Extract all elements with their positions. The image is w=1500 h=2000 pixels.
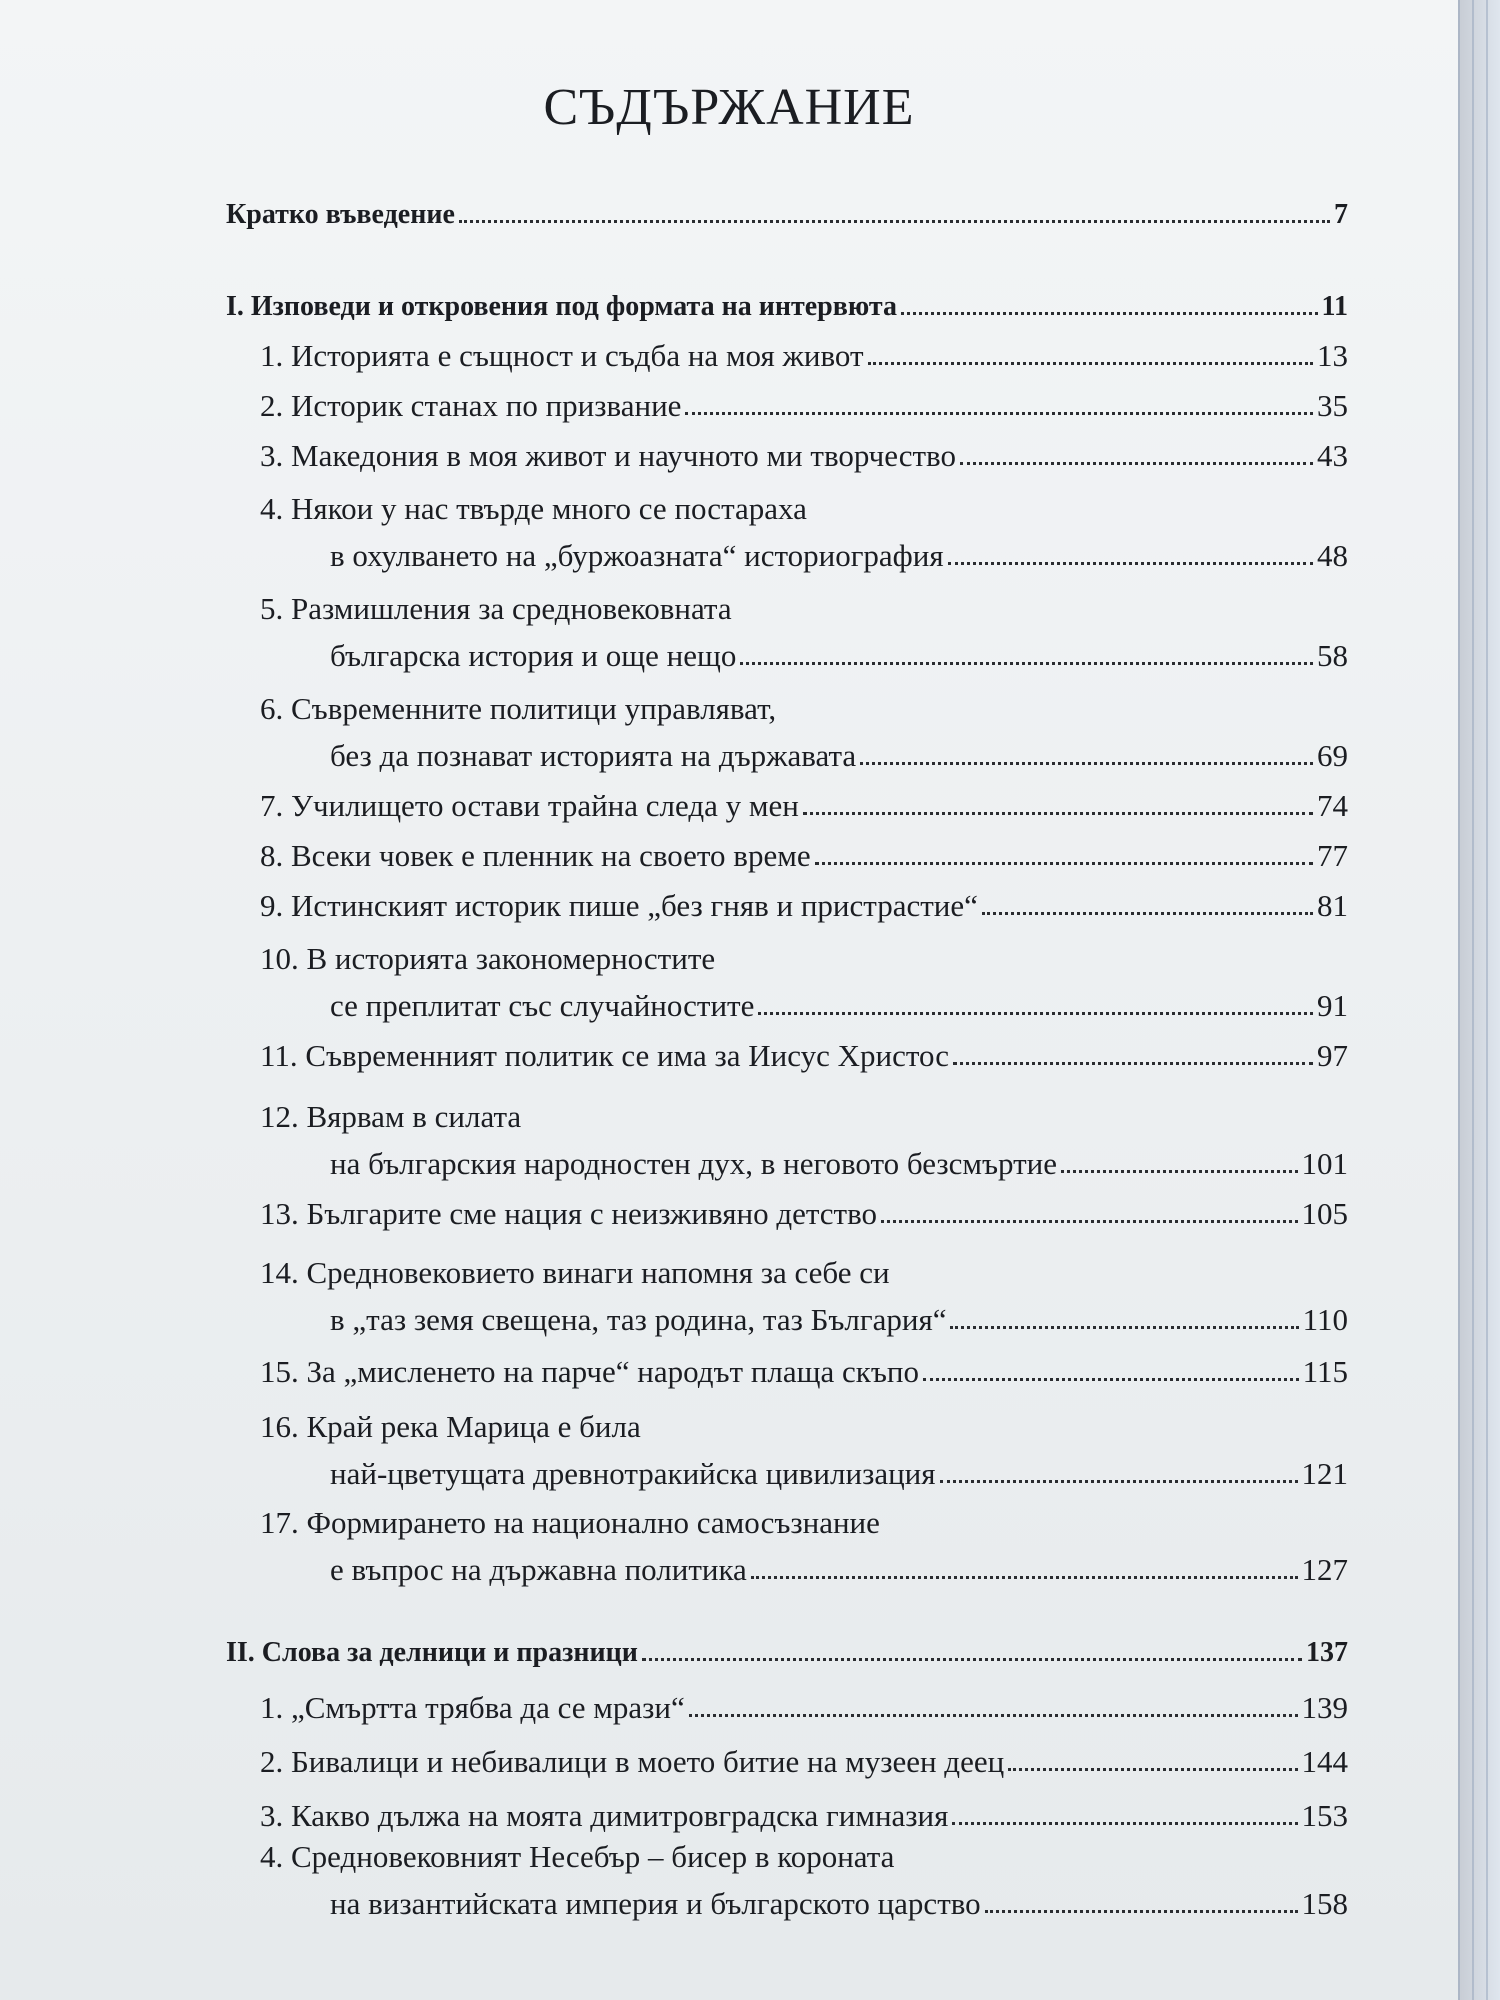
dot-leader [923,1377,1299,1381]
toc-entry [330,1440,1348,1492]
toc-entry [260,1674,1348,1726]
toc-page-number: 35 [1317,387,1348,423]
toc-page-number: 127 [1301,1551,1348,1587]
dot-leader [459,219,1330,223]
toc-entry [226,180,1348,232]
toc-entry [330,622,1348,674]
toc-page-number: 101 [1301,1145,1348,1181]
toc-entry-text: на византийската империя и българското царство [330,1885,981,1921]
dot-leader [1061,1169,1298,1173]
toc-entry [330,1536,1348,1588]
toc-entry-first-line: 4. Средновековният Несебър – бисер в короната [260,1839,895,1874]
toc-page-number: 121 [1301,1455,1348,1491]
toc-page-number: 139 [1301,1689,1348,1725]
toc-entry-text: 1. „Смъртта трябва да се мрази“ [260,1689,685,1725]
toc-entry-text: се преплитат със случайностите [330,987,755,1023]
toc-page-number: 77 [1317,837,1348,873]
toc-entry-first-line: 14. Средновековието винаги напомня за себе си [260,1255,890,1290]
dot-leader [960,461,1313,465]
toc-page-number: 58 [1317,637,1348,673]
toc-entry-text: най-цветущата древнотракийска цивилизация [330,1455,936,1491]
toc-entry [260,822,1348,874]
dot-leader [685,411,1313,415]
dot-leader [985,1909,1298,1913]
toc-section-heading [226,272,1348,324]
toc-entry-text: I. Изповеди и откровения под формата на интервюта [226,291,897,323]
toc-entry-text: 1. Историята е същност и съдба на моя живот [260,337,864,373]
toc-entry [260,772,1348,824]
toc-entry [330,1130,1348,1182]
toc-page-number: 153 [1301,1797,1348,1833]
toc-entry [260,422,1348,474]
toc-page-number: 48 [1317,537,1348,573]
toc-entry-text: II. Слова за делници и празници [226,1637,638,1669]
toc-entry-first-line: 16. Край река Марица е била [260,1409,641,1444]
dot-leader [642,1657,1302,1661]
toc-entry-text: Кратко въведение [226,199,455,231]
dot-leader [901,311,1318,315]
toc-entry [330,722,1348,774]
toc-page-number: 13 [1317,337,1348,373]
toc-entry-text: 11. Съвременният политик се има за Иисус Христос [260,1037,949,1073]
toc-page-number: 91 [1317,987,1348,1023]
dot-leader [948,561,1313,565]
toc-entry-text: в охулването на „буржоазната“ историография [330,537,944,573]
toc-page-number: 115 [1302,1353,1348,1389]
toc-entry-first-line: 17. Формирането на национално самосъзнание [260,1505,880,1540]
dot-leader [751,1575,1298,1579]
toc-page-number: 69 [1317,737,1348,773]
toc-page-number: 110 [1302,1301,1348,1337]
dot-leader [950,1325,1298,1329]
toc-entry-text: 8. Всеки човек е пленник на своето време [260,837,811,873]
dot-leader [952,1821,1297,1825]
toc-entry-text: 2. Бивалици и небивалици в моето битие на музеен деец [260,1743,1005,1779]
dot-leader [860,761,1313,765]
dot-leader [953,1061,1313,1065]
toc-entry [260,1338,1348,1390]
page-title: СЪДЪРЖАНИЕ [543,79,915,136]
toc-entry-first-line: 4. Някои у нас твърде много се постараха [260,491,807,526]
toc-page-number: 97 [1317,1037,1348,1073]
toc-entry-text: 13. Българите сме нация с неизживяно детство [260,1195,878,1231]
toc-page-number: 105 [1301,1195,1348,1231]
toc-entry-text: българска история и още нещо [330,637,737,673]
toc-entry-text: 3. Македония в моя живот и научното ми творчество [260,437,956,473]
toc-entry [260,1728,1348,1780]
toc-entry-text: е въпрос на държавна политика [330,1551,747,1587]
dot-leader [940,1479,1298,1483]
toc-entry [330,1870,1348,1922]
dot-leader [815,861,1313,865]
toc-entry-text: 9. Истинският историк пише „без гняв и пристрастие“ [260,887,978,923]
toc-entry [260,372,1348,424]
toc-section-heading [226,1618,1348,1670]
toc-entry [260,1180,1348,1232]
dot-leader [689,1713,1298,1717]
page-edge-background [1458,0,1500,2000]
dot-leader [1008,1767,1297,1771]
dot-leader [758,1011,1313,1015]
toc-page-number: 7 [1334,199,1348,231]
toc-page-number: 158 [1301,1885,1348,1921]
toc-entry-text: 3. Какво дължа на моята димитровградска гимназия [260,1797,949,1833]
toc-entry-text: 15. За „мисленето на парче“ народът плаща скъпо [260,1353,919,1389]
dot-leader [740,661,1313,665]
toc-entry [260,1022,1348,1074]
toc-entry [260,322,1348,374]
toc-entry [330,522,1348,574]
toc-entry-first-line: 6. Съвременните политици управляват, [260,691,777,726]
toc-entry-text: 7. Училището остави трайна следа у мен [260,787,799,823]
dot-leader [803,811,1313,815]
toc-page-number: 137 [1306,1637,1348,1669]
toc-entry-first-line: 5. Размишления за средновековната [260,591,732,626]
toc-page-number: 43 [1317,437,1348,473]
toc-entry-first-line: 10. В историята закономерностите [260,941,716,976]
toc-entry [330,972,1348,1024]
toc-entry-first-line: 12. Вярвам в силата [260,1099,522,1134]
toc-page-number: 74 [1317,787,1348,823]
toc-entry-text: на българския народностен дух, в неговото безсмъртие [330,1145,1057,1181]
toc-entry-text: без да познават историята на държавата [330,737,857,773]
toc-entry [330,1286,1348,1338]
toc-entry-text: 2. Историк станах по призвание [260,387,682,423]
dot-leader [868,361,1313,365]
toc-entry [260,872,1348,924]
toc-entry-text: в „таз земя свещена, таз родина, таз България“ [330,1301,947,1337]
toc-page-number: 81 [1317,887,1348,923]
dot-leader [982,911,1313,915]
toc-page-number: 11 [1321,291,1348,323]
toc-entry [260,1782,1348,1834]
toc-page-number: 144 [1301,1743,1348,1779]
dot-leader [881,1219,1297,1223]
